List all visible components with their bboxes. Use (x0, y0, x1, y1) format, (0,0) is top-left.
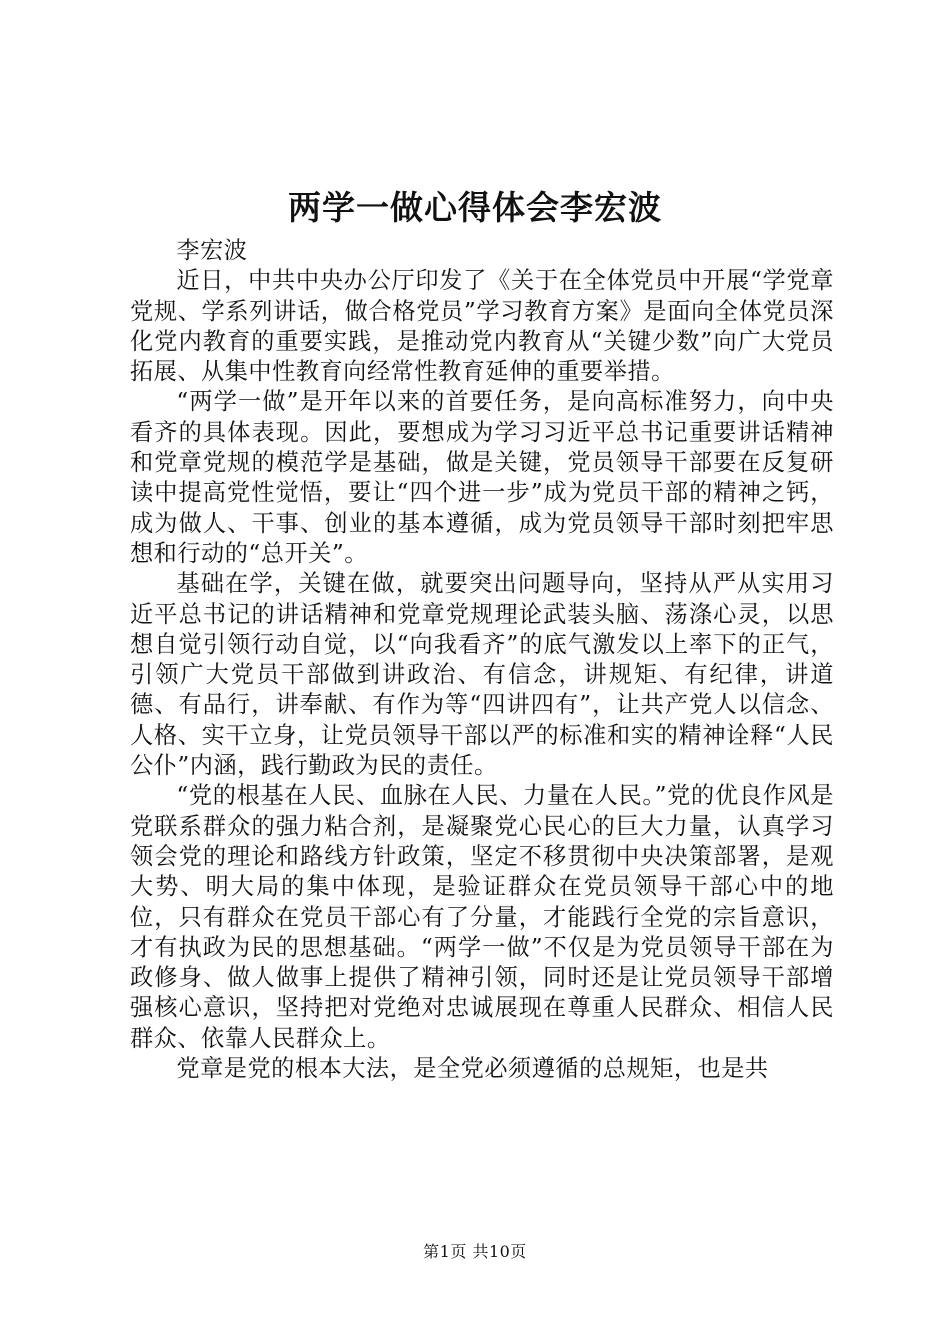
paragraph-4: “党的根基在人民、血脉在人民、力量在人民。”党的优良作风是党联系群众的强力粘合剂，是凝聚党心民心的巨大力量，认真学习领会党的理论和路线方针政策，坚定不移贯彻中央决策部署，是观大势、明大局的集中体现，是验证群众在党员领导干部心中的地位，只有群众在党员干部心有了分量，才能践行全党的宗旨意识，才有执政为民的思想基础。“两学一做”不仅是为党员领导干部在为政修身、做人做事上提供了精神引领，同时还是让党员领导干部增强核心意识，坚持把对党绝对忠诚展现在尊重人民群众、相信人民群众、依靠人民群众上。 (130, 782, 834, 1052)
paragraph-5: 党章是党的根本大法，是全党必须遵循的总规矩，也是共 (176, 1055, 769, 1083)
paragraph-3: 基础在学，关键在做，就要突出问题导向，坚持从严从实用习近平总书记的讲话精神和党章党规理论武装头脑、荡涤心灵，以思想自觉引领行动自觉，以“向我看齐”的底气激发以上率下的正气，引领广大党员干部做到讲政治、有信念，讲规矩、有纪律，讲道德、有品行，讲奉献、有作为等“四讲四有”，让共产党人以信念、人格、实干立身，让党员领导干部以严的标准和实的精神诠释“人民公仆”内涵，践行勤政为民的责任。 (130, 570, 834, 780)
paragraph-2: “两学一做”是开年以来的首要任务，是向高标准努力，向中央看齐的具体表现。因此，要想成为学习习近平总书记重要讲话精神和党章党规的模范学是基础，做是关键，党员领导干部要在反复研读中提高党性觉悟，要让“四个进一步”成为党员干部的精神之钙，成为做人、干事、创业的基本遵循，成为党员领导干部时刻把牢思想和行动的“总开关”。 (130, 388, 834, 567)
paragraph-1: 近日，中共中央办公厅印发了《关于在全体党员中开展“学党章党规、学系列讲话，做合格党员”学习教育方案》是面向全体党员深化党内教育的重要实践，是推动党内教育从“关键少数”向广大党员拓展、从集中性教育向经常性教育延伸的重要举措。 (130, 267, 834, 386)
page-footer: 第1页 共10页 (423, 1242, 527, 1261)
author-line: 李宏波 (176, 237, 248, 264)
document-title: 两学一做心得体会李宏波 (288, 188, 662, 227)
document-body (130, 236, 834, 1084)
